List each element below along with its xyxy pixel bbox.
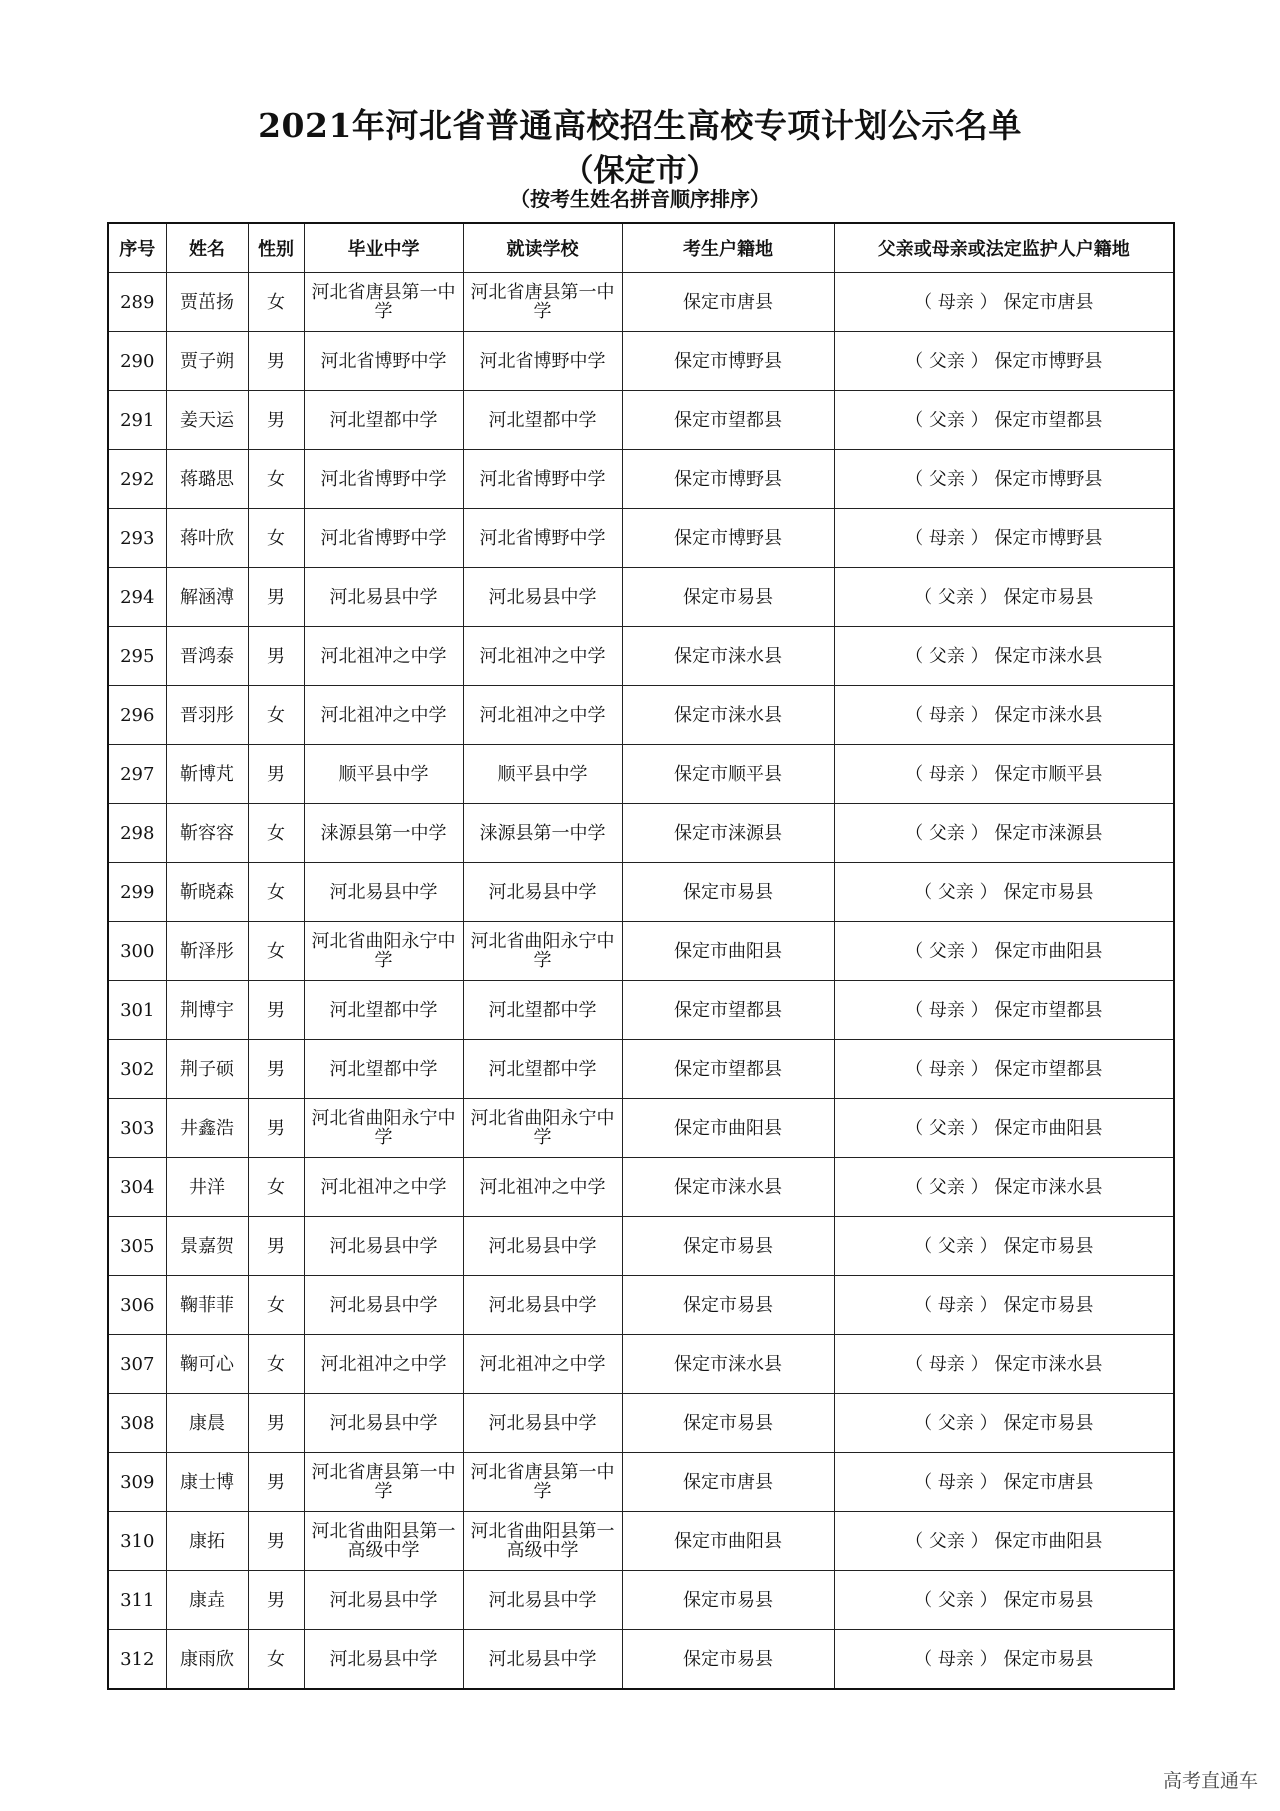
cell-name: 晋羽彤 <box>166 686 248 745</box>
cell-index: 303 <box>108 1099 166 1158</box>
page-title: 2021年河北省普通高校招生高校专项计划公示名单 <box>258 106 1022 145</box>
cell-name: 蒋叶欣 <box>166 509 248 568</box>
cell-guardian-household: （ 母亲 ） 保定市易县 <box>834 1276 1174 1335</box>
cell-household: 保定市涞水县 <box>622 1335 834 1394</box>
table-row <box>108 745 1174 804</box>
cell-household: 保定市顺平县 <box>622 745 834 804</box>
table-row <box>108 1158 1174 1217</box>
cell-graduated-school: 河北省博野中学 <box>304 450 463 509</box>
cell-current-school: 河北易县中学 <box>463 1217 622 1276</box>
cell-graduated-school: 河北易县中学 <box>304 863 463 922</box>
cell-name: 靳晓森 <box>166 863 248 922</box>
table-row <box>108 1630 1174 1690</box>
table-row <box>108 922 1174 981</box>
cell-guardian-household: （ 父亲 ） 保定市涞水县 <box>834 1158 1174 1217</box>
cell-index: 296 <box>108 686 166 745</box>
cell-guardian-household: （ 父亲 ） 保定市易县 <box>834 1571 1174 1630</box>
cell-household: 保定市易县 <box>622 863 834 922</box>
watermark: 高考直通车 <box>1162 1770 1258 1792</box>
cell-name: 姜天运 <box>166 391 248 450</box>
cell-current-school: 河北祖冲之中学 <box>463 1335 622 1394</box>
cell-household: 保定市曲阳县 <box>622 922 834 981</box>
cell-index: 291 <box>108 391 166 450</box>
cell-index: 302 <box>108 1040 166 1099</box>
cell-graduated-school: 河北易县中学 <box>304 1571 463 1630</box>
cell-household: 保定市望都县 <box>622 391 834 450</box>
cell-name: 蒋璐思 <box>166 450 248 509</box>
cell-gender: 男 <box>248 1453 304 1512</box>
table-row <box>108 1276 1174 1335</box>
table-row <box>108 863 1174 922</box>
cell-guardian-household: （ 母亲 ） 保定市易县 <box>834 1630 1174 1690</box>
cell-name: 康士博 <box>166 1453 248 1512</box>
table-row <box>108 1040 1174 1099</box>
cell-gender: 男 <box>248 332 304 391</box>
cell-guardian-household: （ 母亲 ） 保定市唐县 <box>834 1453 1174 1512</box>
cell-gender: 女 <box>248 922 304 981</box>
cell-name: 井鑫浩 <box>166 1099 248 1158</box>
cell-gender: 男 <box>248 627 304 686</box>
cell-guardian-household: （ 父亲 ） 保定市易县 <box>834 863 1174 922</box>
cell-index: 308 <box>108 1394 166 1453</box>
cell-gender: 男 <box>248 391 304 450</box>
cell-guardian-household: （ 母亲 ） 保定市博野县 <box>834 509 1174 568</box>
cell-current-school: 河北望都中学 <box>463 981 622 1040</box>
cell-index: 306 <box>108 1276 166 1335</box>
cell-household: 保定市涞水县 <box>622 686 834 745</box>
cell-current-school: 河北易县中学 <box>463 1394 622 1453</box>
col-header-gender: 性别 <box>248 223 304 273</box>
cell-household: 保定市涞源县 <box>622 804 834 863</box>
roster-table <box>107 222 1175 1690</box>
cell-name: 鞠菲菲 <box>166 1276 248 1335</box>
cell-name: 康晨 <box>166 1394 248 1453</box>
cell-name: 荆子硕 <box>166 1040 248 1099</box>
cell-current-school: 河北望都中学 <box>463 1040 622 1099</box>
cell-gender: 男 <box>248 981 304 1040</box>
cell-index: 307 <box>108 1335 166 1394</box>
cell-gender: 女 <box>248 1158 304 1217</box>
col-header-index: 序号 <box>108 223 166 273</box>
table-row <box>108 1335 1174 1394</box>
cell-graduated-school: 河北祖冲之中学 <box>304 1335 463 1394</box>
table-row <box>108 1512 1174 1571</box>
cell-name: 康雨欣 <box>166 1630 248 1690</box>
cell-index: 304 <box>108 1158 166 1217</box>
cell-gender: 女 <box>248 1630 304 1690</box>
cell-household: 保定市涞水县 <box>622 627 834 686</box>
header-row <box>108 223 1174 273</box>
cell-graduated-school: 河北省唐县第一中学 <box>304 1453 463 1512</box>
cell-guardian-household: （ 母亲 ） 保定市顺平县 <box>834 745 1174 804</box>
cell-current-school: 河北祖冲之中学 <box>463 627 622 686</box>
cell-current-school: 河北省博野中学 <box>463 332 622 391</box>
cell-graduated-school: 河北祖冲之中学 <box>304 1158 463 1217</box>
cell-guardian-household: （ 母亲 ） 保定市唐县 <box>834 273 1174 332</box>
cell-household: 保定市唐县 <box>622 273 834 332</box>
cell-name: 景嘉贺 <box>166 1217 248 1276</box>
cell-index: 295 <box>108 627 166 686</box>
cell-current-school: 河北祖冲之中学 <box>463 686 622 745</box>
cell-household: 保定市易县 <box>622 1217 834 1276</box>
cell-current-school: 河北易县中学 <box>463 1630 622 1690</box>
cell-current-school: 河北易县中学 <box>463 1276 622 1335</box>
cell-current-school: 河北易县中学 <box>463 568 622 627</box>
cell-guardian-household: （ 母亲 ） 保定市望都县 <box>834 1040 1174 1099</box>
cell-graduated-school: 河北省曲阳永宁中学 <box>304 922 463 981</box>
cell-guardian-household: （ 父亲 ） 保定市曲阳县 <box>834 1099 1174 1158</box>
cell-gender: 女 <box>248 273 304 332</box>
cell-name: 井洋 <box>166 1158 248 1217</box>
cell-graduated-school: 河北望都中学 <box>304 981 463 1040</box>
cell-guardian-household: （ 父亲 ） 保定市易县 <box>834 1394 1174 1453</box>
cell-current-school: 河北省唐县第一中学 <box>463 273 622 332</box>
col-header-name: 姓名 <box>166 223 248 273</box>
cell-household: 保定市博野县 <box>622 450 834 509</box>
cell-name: 鞠可心 <box>166 1335 248 1394</box>
cell-gender: 男 <box>248 1394 304 1453</box>
cell-gender: 女 <box>248 686 304 745</box>
cell-gender: 女 <box>248 509 304 568</box>
cell-graduated-school: 河北省唐县第一中学 <box>304 273 463 332</box>
table-row <box>108 509 1174 568</box>
cell-index: 300 <box>108 922 166 981</box>
cell-graduated-school: 河北省博野中学 <box>304 509 463 568</box>
cell-guardian-household: （ 父亲 ） 保定市博野县 <box>834 332 1174 391</box>
cell-guardian-household: （ 母亲 ） 保定市望都县 <box>834 981 1174 1040</box>
cell-household: 保定市望都县 <box>622 1040 834 1099</box>
cell-index: 311 <box>108 1571 166 1630</box>
cell-index: 293 <box>108 509 166 568</box>
cell-name: 康拓 <box>166 1512 248 1571</box>
cell-guardian-household: （ 父亲 ） 保定市涞源县 <box>834 804 1174 863</box>
cell-graduated-school: 河北易县中学 <box>304 1394 463 1453</box>
cell-name: 靳博芃 <box>166 745 248 804</box>
cell-guardian-household: （ 父亲 ） 保定市曲阳县 <box>834 922 1174 981</box>
cell-index: 299 <box>108 863 166 922</box>
cell-gender: 男 <box>248 745 304 804</box>
cell-guardian-household: （ 母亲 ） 保定市涞水县 <box>834 686 1174 745</box>
cell-gender: 男 <box>248 1217 304 1276</box>
cell-graduated-school: 涞源县第一中学 <box>304 804 463 863</box>
cell-index: 297 <box>108 745 166 804</box>
cell-gender: 男 <box>248 1040 304 1099</box>
cell-household: 保定市易县 <box>622 568 834 627</box>
cell-gender: 女 <box>248 450 304 509</box>
cell-index: 292 <box>108 450 166 509</box>
cell-index: 290 <box>108 332 166 391</box>
cell-guardian-household: （ 父亲 ） 保定市望都县 <box>834 391 1174 450</box>
cell-name: 晋鸿泰 <box>166 627 248 686</box>
cell-current-school: 河北祖冲之中学 <box>463 1158 622 1217</box>
cell-gender: 女 <box>248 1276 304 1335</box>
cell-current-school: 涞源县第一中学 <box>463 804 622 863</box>
cell-graduated-school: 河北祖冲之中学 <box>304 627 463 686</box>
cell-current-school: 河北省曲阳永宁中学 <box>463 1099 622 1158</box>
cell-household: 保定市望都县 <box>622 981 834 1040</box>
cell-household: 保定市易县 <box>622 1394 834 1453</box>
cell-index: 289 <box>108 273 166 332</box>
col-header-household: 考生户籍地 <box>622 223 834 273</box>
table-row <box>108 686 1174 745</box>
table-row <box>108 981 1174 1040</box>
cell-gender: 男 <box>248 568 304 627</box>
cell-gender: 女 <box>248 863 304 922</box>
cell-graduated-school: 河北易县中学 <box>304 1276 463 1335</box>
cell-name: 靳容容 <box>166 804 248 863</box>
cell-current-school: 河北省曲阳县第一高级中学 <box>463 1512 622 1571</box>
col-header-guardian-household: 父亲或母亲或法定监护人户籍地 <box>834 223 1174 273</box>
cell-index: 294 <box>108 568 166 627</box>
cell-graduated-school: 河北易县中学 <box>304 1217 463 1276</box>
cell-graduated-school: 顺平县中学 <box>304 745 463 804</box>
cell-graduated-school: 河北望都中学 <box>304 1040 463 1099</box>
cell-name: 康垚 <box>166 1571 248 1630</box>
cell-guardian-household: （ 父亲 ） 保定市曲阳县 <box>834 1512 1174 1571</box>
cell-household: 保定市易县 <box>622 1630 834 1690</box>
cell-index: 301 <box>108 981 166 1040</box>
cell-name: 贾茁扬 <box>166 273 248 332</box>
cell-current-school: 河北易县中学 <box>463 1571 622 1630</box>
table-body <box>108 273 1174 1690</box>
col-header-current-school: 就读学校 <box>463 223 622 273</box>
cell-current-school: 河北易县中学 <box>463 863 622 922</box>
cell-household: 保定市唐县 <box>622 1453 834 1512</box>
cell-graduated-school: 河北易县中学 <box>304 1630 463 1690</box>
cell-household: 保定市博野县 <box>622 509 834 568</box>
cell-guardian-household: （ 父亲 ） 保定市易县 <box>834 568 1174 627</box>
cell-household: 保定市曲阳县 <box>622 1099 834 1158</box>
cell-current-school: 顺平县中学 <box>463 745 622 804</box>
table-row <box>108 1453 1174 1512</box>
table-row <box>108 332 1174 391</box>
table-row <box>108 1099 1174 1158</box>
table-row <box>108 804 1174 863</box>
cell-current-school: 河北省唐县第一中学 <box>463 1453 622 1512</box>
city-title: （保定市） <box>562 153 718 189</box>
cell-gender: 女 <box>248 804 304 863</box>
cell-graduated-school: 河北易县中学 <box>304 568 463 627</box>
table-row <box>108 568 1174 627</box>
cell-household: 保定市涞水县 <box>622 1158 834 1217</box>
cell-current-school: 河北省曲阳永宁中学 <box>463 922 622 981</box>
table-row <box>108 391 1174 450</box>
cell-guardian-household: （ 母亲 ） 保定市涞水县 <box>834 1335 1174 1394</box>
cell-household: 保定市易县 <box>622 1276 834 1335</box>
cell-household: 保定市易县 <box>622 1571 834 1630</box>
cell-name: 贾子朔 <box>166 332 248 391</box>
col-header-graduated-school: 毕业中学 <box>304 223 463 273</box>
table-row <box>108 450 1174 509</box>
cell-guardian-household: （ 父亲 ） 保定市易县 <box>834 1217 1174 1276</box>
cell-current-school: 河北省博野中学 <box>463 509 622 568</box>
cell-household: 保定市博野县 <box>622 332 834 391</box>
cell-guardian-household: （ 父亲 ） 保定市涞水县 <box>834 627 1174 686</box>
cell-gender: 女 <box>248 1335 304 1394</box>
cell-name: 靳泽彤 <box>166 922 248 981</box>
cell-current-school: 河北望都中学 <box>463 391 622 450</box>
cell-household: 保定市曲阳县 <box>622 1512 834 1571</box>
cell-guardian-household: （ 父亲 ） 保定市博野县 <box>834 450 1174 509</box>
table-row <box>108 627 1174 686</box>
sort-note: （按考生姓名拼音顺序排序） <box>510 187 770 211</box>
cell-graduated-school: 河北省曲阳县第一高级中学 <box>304 1512 463 1571</box>
cell-graduated-school: 河北望都中学 <box>304 391 463 450</box>
table-row <box>108 1394 1174 1453</box>
cell-gender: 男 <box>248 1571 304 1630</box>
cell-index: 312 <box>108 1630 166 1690</box>
cell-index: 310 <box>108 1512 166 1571</box>
table-row <box>108 1571 1174 1630</box>
cell-index: 309 <box>108 1453 166 1512</box>
cell-gender: 男 <box>248 1512 304 1571</box>
cell-current-school: 河北省博野中学 <box>463 450 622 509</box>
table-row <box>108 273 1174 332</box>
cell-graduated-school: 河北祖冲之中学 <box>304 686 463 745</box>
cell-index: 305 <box>108 1217 166 1276</box>
cell-graduated-school: 河北省曲阳永宁中学 <box>304 1099 463 1158</box>
cell-name: 解涵溥 <box>166 568 248 627</box>
cell-name: 荆博宇 <box>166 981 248 1040</box>
table-row <box>108 1217 1174 1276</box>
cell-gender: 男 <box>248 1099 304 1158</box>
cell-index: 298 <box>108 804 166 863</box>
cell-graduated-school: 河北省博野中学 <box>304 332 463 391</box>
